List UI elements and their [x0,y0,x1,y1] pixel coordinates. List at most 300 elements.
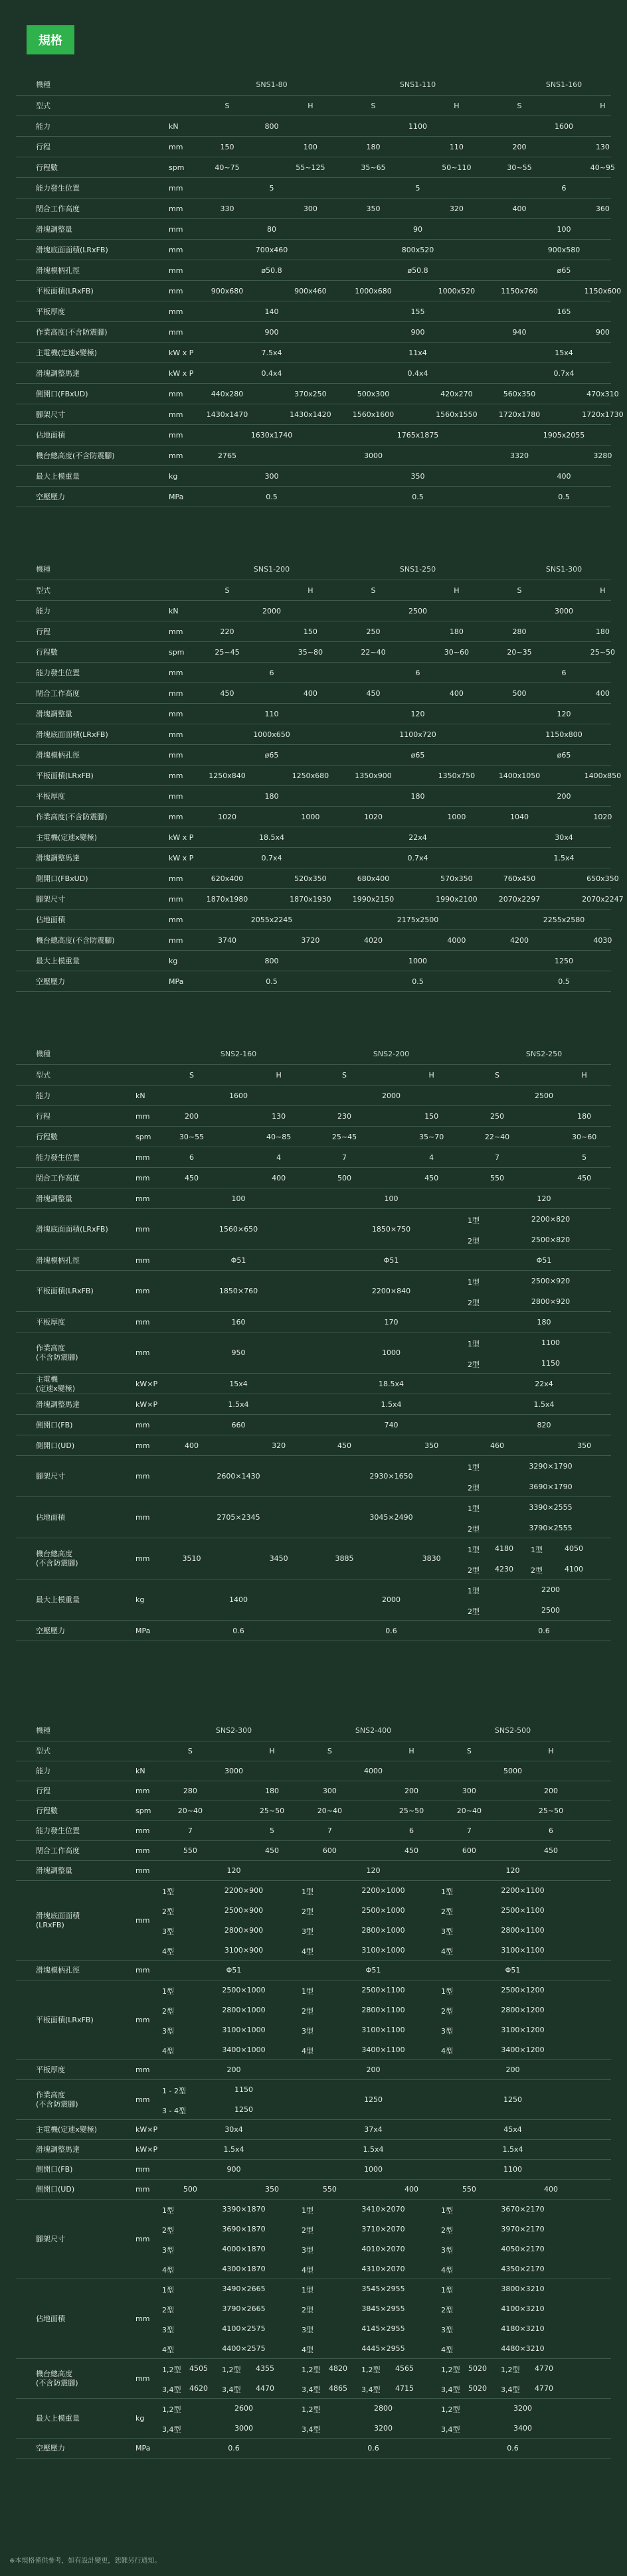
spec-value: 1.5x4 [223,2145,244,2154]
spec-value: 110 [449,142,464,151]
spec-value: 37x4 [364,2125,383,2134]
spec-value: 4300×1870 [222,2265,266,2273]
spec-value: Φ51 [383,1255,399,1265]
spec-label: 機種 [36,1049,50,1058]
spec-value: 1020 [593,812,612,821]
spec-value: 5 [269,183,274,193]
tier-label: 2型 [441,1907,453,1916]
spec-unit: mm [169,627,183,636]
spec-value: 22~40 [361,647,386,657]
spec-label: 型式 [36,1070,50,1080]
spec-value: 1000x650 [253,730,290,739]
tier-label: 3型 [162,2027,174,2036]
spec-unit: mm [135,1826,150,1835]
spec-unit: mm [135,1153,150,1162]
spec-value: 2500 [535,1091,553,1100]
spec-value: 620x400 [211,874,244,883]
spec-label: 行程數 [36,1132,58,1141]
spec-value: 650x350 [586,874,619,883]
spec-value: 2000 [262,606,281,615]
spec-value: 350 [424,1441,439,1450]
spec-value: 130 [272,1111,286,1121]
tier-label: 4型 [302,2346,314,2354]
spec-unit: kg [169,956,178,965]
spec-label: 主電機 (定速x變極) [36,1374,76,1393]
spec-value: 500 [183,2185,197,2194]
spec-label: 佔地面積 [36,1513,65,1522]
spec-row [16,2179,611,2199]
spec-value: ø65 [557,750,571,760]
spec-row [16,2119,611,2139]
spec-row [16,2398,611,2438]
spec-value: 20~40 [456,1807,482,1815]
tier-label: 4型 [162,2266,174,2275]
spec-value: H [600,586,606,595]
spec-label: 作業高度 (不含防震腳) [36,1344,78,1362]
spec-label: 行程數 [36,647,58,657]
spec-value: H [269,1747,275,1755]
spec-value: 950 [231,1348,246,1357]
spec-value: S [187,1747,193,1755]
spec-unit: mm [135,1194,150,1203]
spec-value: 120 [226,1866,241,1875]
spec-label: 主電機(定速x變極) [36,833,98,842]
tier-label: 1型 [302,2286,314,2294]
spec-value: 50~110 [442,163,472,172]
tier-label: 2型 [468,1298,480,1307]
spec-value: 370x250 [294,389,327,398]
spec-value: 900 [264,327,279,337]
tier-label: 3,4型 [162,2385,181,2394]
spec-label: 能力 [36,121,50,131]
spec-label: 閉合工作高度 [36,204,80,213]
spec-row [16,641,615,662]
spec-value: Φ51 [536,1255,552,1265]
spec-value: 350 [410,471,425,481]
spec-label: 滑塊調整量 [36,224,72,234]
spec-label: 腳架尺寸 [36,1472,65,1481]
tier-label: 4型 [441,2047,453,2055]
spec-value: 3280 [593,451,612,460]
spec-value: 45x4 [503,2125,522,2134]
spec-label: 滑塊模柄孔徑 [36,1255,80,1265]
spec-value: 2200×820 [531,1214,571,1224]
spec-value: 3845×2955 [361,2304,405,2313]
spec-label: 空壓壓力 [36,2444,65,2453]
spec-row [16,559,611,580]
model-name: SNS2-300 [215,1726,252,1735]
spec-value: 1600 [555,121,573,131]
spec-value: 90 [413,224,422,234]
spec-value: 1850×760 [219,1287,258,1295]
spec-label: 機種 [36,80,50,89]
spec-value: 1000x680 [355,286,392,295]
spec-value: 900 [595,327,610,337]
spec-value: 180 [577,1111,592,1121]
spec-row [16,218,611,239]
tier-label: 1,2型 [441,2366,460,2374]
spec-value: 360 [595,204,610,213]
spec-value: 900x580 [547,245,581,254]
spec-label: 能力發生位置 [36,1826,80,1835]
spec-value: 4100×3210 [501,2304,545,2313]
spec-value: H [428,1070,434,1080]
spec-value: 0.5 [558,492,570,501]
spec-value: 1020 [364,812,383,821]
spec-unit: kN [135,1767,145,1775]
spec-value: 700x460 [255,245,288,254]
spec-value: 4565 [395,2364,414,2373]
spec-label: 平板厚度 [36,2065,65,2074]
spec-value: 800 [264,956,279,965]
tier-label: 1型 [441,1888,453,1896]
spec-value: 2800×1200 [501,2006,545,2014]
spec-value: S [517,101,522,110]
tier-label: 4型 [162,2047,174,2055]
spec-value: 1250 [364,2095,383,2104]
spec-value: 6 [549,1826,554,1835]
spec-unit: MPa [169,492,184,501]
spec-row [16,260,611,280]
tier-label: 1型 [162,1987,174,1996]
spec-value: 3885 [335,1554,354,1563]
tier-label: 2型 [441,2226,453,2235]
spec-row [16,424,611,445]
spec-value: 600 [322,1846,337,1855]
spec-unit: mm [169,874,183,883]
spec-label: 滑塊模柄孔徑 [36,750,80,760]
spec-value: 3970×2170 [501,2225,545,2233]
spec-value: 11x4 [408,348,427,357]
spec-unit: mm [135,2065,150,2074]
spec-value: 1560x1600 [352,410,395,419]
spec-value: 250 [490,1111,504,1121]
spec-row [16,74,611,95]
spec-value: H [548,1747,554,1755]
spec-row [16,1761,611,1781]
spec-value: 450 [265,1846,280,1855]
spec-value: 0.5 [266,977,278,986]
spec-row [16,703,611,724]
spec-value: 400 [185,1441,199,1450]
spec-value: 900x680 [211,286,244,295]
spec-row [16,1414,611,1435]
tier-label: 3,4型 [441,2385,460,2394]
model-name: SNS1-80 [256,80,288,89]
spec-value: 1150x800 [545,730,582,739]
spec-row [16,1311,611,1332]
spec-row [16,404,624,424]
spec-value: 300 [264,471,279,481]
spec-value: 22x4 [535,1379,553,1388]
spec-value: 1630x1740 [250,430,293,440]
spec-value: 470x310 [586,389,619,398]
spec-value: 1.5x4 [363,2145,384,2154]
spec-value: 120 [410,709,425,718]
tier-label: 1,2型 [501,2366,520,2374]
spec-value: 1000 [447,812,466,821]
tier-label: 1型 [441,2206,453,2215]
tier-label: 3,4型 [501,2385,520,2394]
spec-unit: kW x P [169,348,194,357]
spec-value: 400 [303,688,317,698]
spec-row [16,1394,611,1414]
spec-value: 3790×2665 [222,2304,266,2313]
spec-value: 1150x600 [584,286,622,295]
tier-label: 3型 [441,2246,453,2255]
spec-row [16,1538,611,1579]
spec-value: 1250 [555,956,573,965]
spec-row [16,1188,611,1208]
spec-unit: mm [169,709,183,718]
spec-row [16,1373,611,1394]
spec-label: 滑塊調整馬達 [36,853,80,862]
tier-label: 4型 [441,2346,453,2354]
spec-row [16,888,624,909]
spec-value: 180 [366,142,381,151]
spec-value: 4350×2170 [501,2265,545,2273]
spec-row [16,1455,611,1496]
spec-unit: mm [135,1787,150,1795]
spec-value: S [371,586,376,595]
tier-label: 3 - 4型 [162,2107,186,2115]
spec-value: 4100 [565,1564,583,1573]
spec-value: 6 [561,668,567,677]
spec-value: 2175x2500 [397,915,439,924]
tier-label: 2型 [468,1607,480,1616]
spec-value: 300 [303,204,317,213]
spec-value: 1990x2100 [436,894,478,904]
spec-value: S [224,586,230,595]
spec-value: 1430x1420 [290,410,331,419]
spec-value: 2000 [382,1595,401,1604]
spec-value: 120 [557,709,571,718]
spec-value: 2800×1000 [361,1926,405,1935]
spec-value: 2800 [374,2404,393,2413]
spec-label: 滑塊模柄孔徑 [36,1966,80,1974]
spec-value: S [371,101,376,110]
spec-value: 5 [415,183,420,193]
spec-unit: mm [169,224,183,234]
spec-value: Φ51 [365,1966,381,1974]
spec-unit: kg [135,2414,145,2423]
spec-unit: mm [169,245,183,254]
tier-label: 1型 [162,1888,174,1896]
spec-value: 420x270 [440,389,473,398]
spec-value: 2600×1430 [217,1472,260,1481]
spec-label: 主電機(定速x變極) [36,348,98,357]
spec-value: 1040 [510,812,529,821]
spec-label: 閉合工作高度 [36,1173,80,1182]
spec-value: 1100x720 [399,730,436,739]
spec-row [16,1270,611,1311]
spec-row [16,621,611,641]
spec-value: 2500×820 [531,1235,571,1244]
spec-value: 2500 [408,606,427,615]
spec-label: 機台總高度 (不含防震腳) [36,2370,78,2387]
spec-value: 1905x2055 [543,430,585,440]
spec-value: 3390×2555 [529,1502,573,1512]
spec-value: 1870x1930 [290,894,331,904]
spec-value: 200 [366,2065,381,2074]
spec-label: 平板面積(LRxFB) [36,286,94,295]
spec-value: 20~35 [507,647,532,657]
spec-value: Φ51 [226,1966,242,1974]
spec-value: 500 [337,1173,351,1182]
spec-value: ø50.8 [261,266,282,275]
model-name: SNS1-160 [545,80,582,89]
spec-unit: mm [169,894,183,904]
tier-label: 3型 [162,2246,174,2255]
spec-label: 能力 [36,1767,50,1775]
spec-row [16,1741,611,1761]
spec-label: 能力 [36,1091,50,1100]
spec-value: 4865 [329,2384,347,2393]
spec-label: 能力發生位置 [36,1153,80,1162]
spec-unit: mm [135,1348,150,1357]
spec-value: 3045×2490 [369,1513,413,1522]
spec-value: 22~40 [484,1132,510,1141]
spec-row [16,95,611,116]
spec-label: 主電機(定速x變極) [36,2125,98,2134]
spec-value: 440x280 [211,389,244,398]
spec-value: 550 [462,2185,476,2194]
spec-unit: mm [169,771,183,780]
spec-label: 佔地面積 [36,915,65,924]
spec-value: 4770 [535,2364,553,2373]
spec-value: 2600 [234,2404,253,2413]
tier-label: 1型 [468,1504,480,1513]
tier-label: 1,2型 [162,2405,181,2414]
spec-row [16,868,619,888]
spec-value: 18.5x4 [258,833,285,842]
section-bottom-rule [16,991,611,992]
spec-value: 100 [303,142,317,151]
spec-unit: kW×P [135,2145,158,2154]
tier-label: 1,2型 [222,2366,241,2374]
spec-value: 680x400 [357,874,390,883]
spec-value: 4010×2070 [361,2245,405,2253]
spec-label: 能力發生位置 [36,668,80,677]
spec-value: 3100×1100 [361,2026,405,2034]
spec-unit: mm [135,1966,150,1974]
spec-label: 平板厚度 [36,307,65,316]
spec-value: 3790×2555 [529,1523,573,1532]
spec-value: 0.7x4 [407,853,428,862]
tier-label: 1型 [302,2206,314,2215]
spec-row [16,765,622,785]
spec-unit: mm [135,2095,150,2104]
spec-value: 1150 [234,2085,253,2094]
spec-value: 4505 [189,2364,208,2373]
spec-row [16,1064,611,1085]
spec-row [16,239,611,260]
spec-row [16,177,611,198]
spec-value: S [466,1747,472,1755]
spec-value: 3670×2170 [501,2205,545,2214]
spec-label: 閉合工作高度 [36,1846,80,1855]
tier-label: 2型 [162,2226,174,2235]
spec-row [16,1126,611,1147]
spec-row [16,950,611,971]
tier-label: 3型 [441,2326,453,2334]
spec-value: 4020 [364,935,383,945]
spec-row [16,1435,611,1455]
spec-value: 40~95 [590,163,615,172]
spec-value: 1000 [382,1348,401,1357]
spec-value: H [454,586,460,595]
spec-value: 3200 [513,2404,532,2413]
spec-unit: mm [135,1472,150,1481]
tier-label: 4型 [162,1947,174,1956]
spec-value: Φ51 [505,1966,521,1974]
spec-value: 3400 [513,2424,532,2433]
spec-value: ø65 [410,750,425,760]
spec-value: 150 [220,142,234,151]
model-name: SNS1-300 [545,564,582,574]
spec-value: 4355 [256,2364,274,2373]
spec-value: 520x350 [294,874,327,883]
spec-unit: mm [169,286,183,295]
spec-value: 120 [505,1866,520,1875]
tier-label: 2型 [441,2306,453,2314]
spec-value: 4310×2070 [361,2265,405,2273]
spec-unit: mm [169,935,183,945]
spec-value: 900 [226,2165,241,2174]
spec-value: H [408,1747,414,1755]
spec-label: 側開口(FB) [36,1420,73,1429]
spec-label: 型式 [36,101,50,110]
spec-value: 4770 [535,2384,553,2393]
tier-label: 3型 [302,2326,314,2334]
spec-unit: kW×P [135,1400,158,1409]
tier-label: 1型 [302,1888,314,1896]
spec-value: H [454,101,460,110]
spec-value: 3000 [364,451,383,460]
spec-value: 18.5x4 [378,1379,404,1388]
tier-label: 2型 [441,2007,453,2016]
spec-row [16,1332,611,1373]
spec-row [16,971,611,991]
spec-value: 25~45 [331,1132,357,1141]
spec-value: 0.6 [538,1626,550,1635]
spec-unit: kW×P [135,1379,158,1388]
spec-unit: kW x P [169,853,194,862]
spec-label: 平板面積(LRxFB) [36,771,94,780]
tier-label: 2型 [302,1907,314,1916]
spec-value: 170 [384,1317,399,1327]
spec-label: 機種 [36,1726,50,1735]
spec-value: 3830 [422,1554,441,1563]
tier-label: 1型 [441,1987,453,1996]
spec-value: 120 [537,1194,551,1203]
spec-value: 2070x2247 [582,894,624,904]
spec-label: 閉合工作高度 [36,688,80,698]
tier-label: 2型 [162,1907,174,1916]
spec-value: 140 [264,307,279,316]
spec-unit: kN [169,121,179,131]
spec-unit: mm [135,1866,150,1875]
spec-value: 30~60 [571,1132,597,1141]
spec-value: 2055x2245 [250,915,293,924]
spec-unit: kN [135,1091,145,1100]
spec-value: 3450 [269,1554,288,1563]
tier-label: 1,2型 [302,2405,321,2414]
spec-label: 行程數 [36,1807,58,1815]
spec-unit: mm [169,183,183,193]
tier-label: 3型 [441,2027,453,2036]
spec-row [16,2199,611,2279]
